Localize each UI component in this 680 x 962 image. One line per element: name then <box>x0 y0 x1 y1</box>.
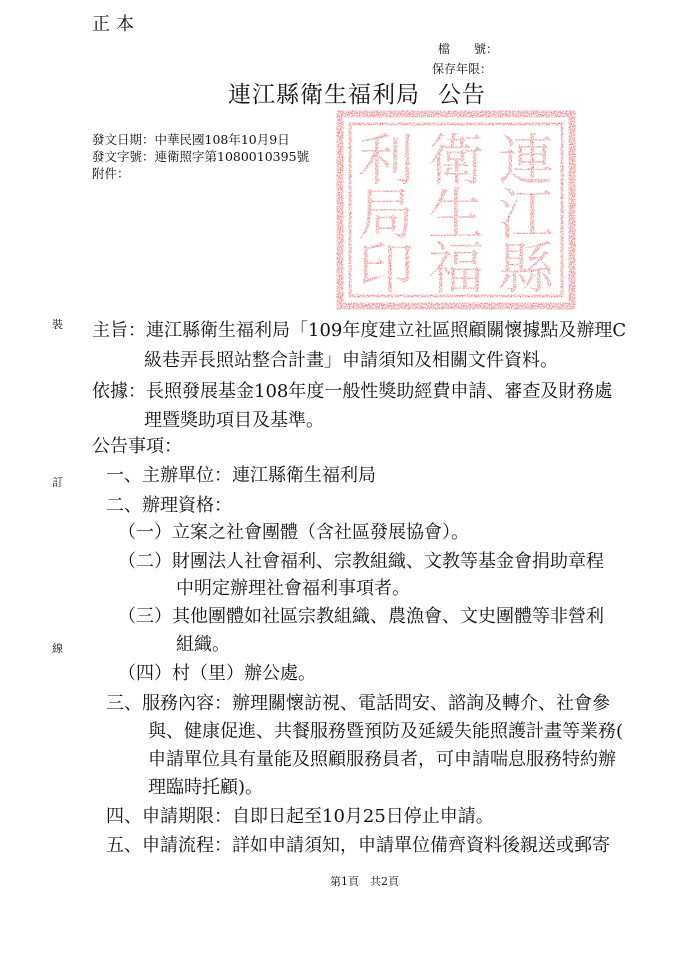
seal-char: 印 <box>358 237 414 302</box>
title-doc-type: 公告 <box>438 82 486 108</box>
seal-char: 局 <box>358 183 414 248</box>
item-2-4: （四）村（里）辦公處。 <box>118 663 316 684</box>
page-number: 第1頁 共2頁 <box>330 875 399 888</box>
official-seal-stamp <box>336 110 576 310</box>
item-2: 二、辦理資格： <box>106 495 232 516</box>
subject-line-2: 級巷弄長照站整合計畫」申請須知及相關文件資料。 <box>144 350 558 371</box>
item-3-line-2: 與、健康促進、共餐服務暨預防及延緩失能照護計畫等業務( <box>148 721 624 742</box>
seal-char: 生 <box>428 183 484 248</box>
binding-mark-bottom: 線 <box>52 642 63 655</box>
seal-char: 縣 <box>498 237 554 302</box>
item-3-line-3: 申請單位具有量能及照顧服務員者，可申請喘息服務特約辦 <box>148 749 616 770</box>
document-title <box>228 76 486 109</box>
item-5: 五、申請流程：詳如申請須知，申請單位備齊資料後親送或郵寄 <box>106 835 610 856</box>
item-2-2-line-1: （二）財團法人社會福利、宗教組織、文教等基金會捐助章程 <box>118 551 604 572</box>
binding-mark-top: 裝 <box>52 318 63 331</box>
item-3-line-1: 三、服務內容：辦理關懷訪視、電話問安、諮詢及轉介、社會參 <box>106 693 610 714</box>
basis-line-1: 依據：長照發展基金108年度一般性獎助經費申請、審查及財務處 <box>92 381 613 402</box>
seal-char: 衛 <box>428 129 484 194</box>
item-1: 一、主辦單位：連江縣衛生福利局 <box>106 465 376 486</box>
issue-number: 發文字號：連衛照字第1080010395號 <box>92 149 310 164</box>
attachments-label: 附件： <box>92 166 130 181</box>
issue-date: 發文日期：中華民國108年10月9日 <box>92 132 290 147</box>
item-2-3-line-1: （三）其他團體如社區宗教組織、農漁會、文史團體等非營利 <box>118 606 604 627</box>
subject-line-1: 主旨：連江縣衛生福利局「109年度建立社區照顧關懷據點及辦理C <box>92 320 627 341</box>
copy-label: 正本 <box>92 14 140 35</box>
title-org: 連江縣衛生福利局 <box>228 82 420 108</box>
seal-char: 福 <box>428 237 484 302</box>
item-2-1: （一）立案之社會團體（含社區發展協會）。 <box>118 522 469 543</box>
seal-char: 利 <box>358 129 414 194</box>
retention-label: 保存年限： <box>432 62 493 76</box>
seal-char: 連 <box>498 129 554 194</box>
archive-number-label: 檔 號： <box>438 42 499 56</box>
notice-heading: 公告事項： <box>92 436 182 457</box>
item-3-line-4: 理臨時托顧)。 <box>148 777 264 798</box>
item-2-3-line-2: 組織。 <box>176 634 230 655</box>
item-2-2-line-2: 中明定辦理社會福利事項者。 <box>176 578 410 599</box>
basis-line-2: 理暨獎助項目及基準。 <box>144 410 324 431</box>
binding-mark-middle: 訂 <box>52 476 63 489</box>
item-4: 四、申請期限：自即日起至10月25日停止申請。 <box>106 806 494 827</box>
seal-char: 江 <box>498 183 554 248</box>
